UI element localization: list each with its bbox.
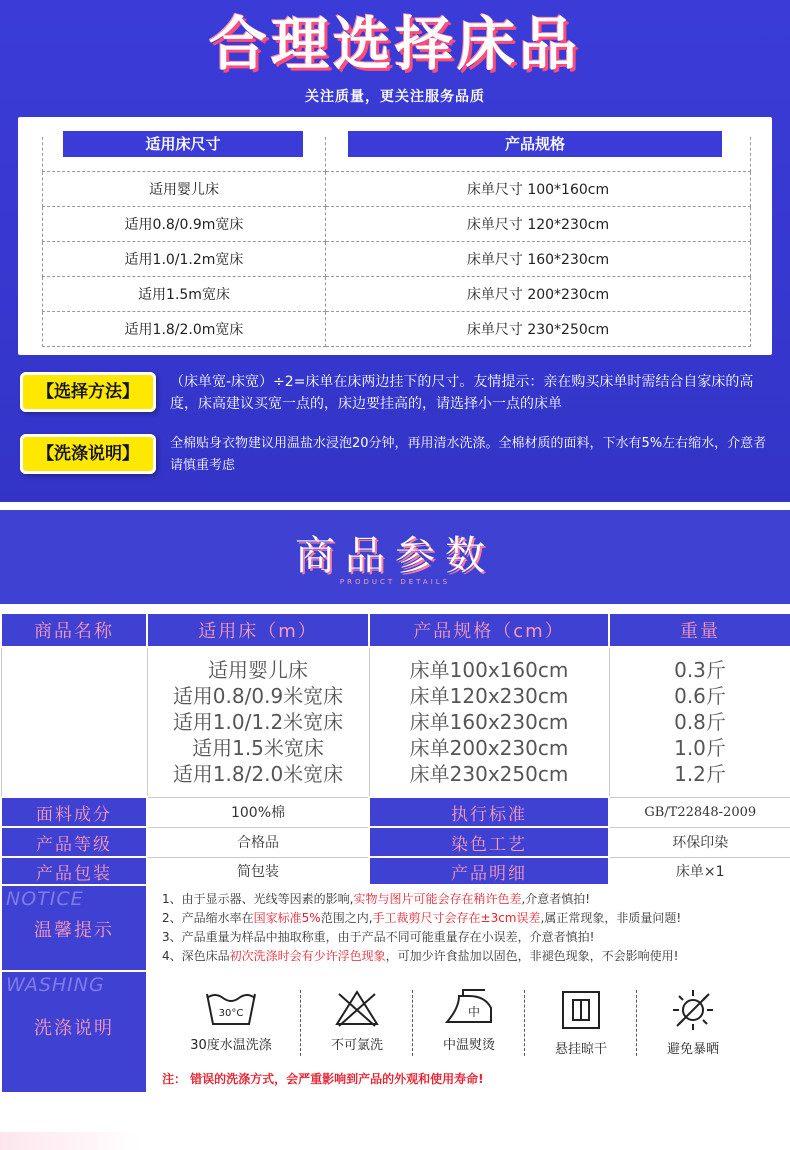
washing-en: WASHING bbox=[6, 974, 105, 996]
size-spec: 床单尺寸 160*230cm bbox=[326, 242, 751, 277]
bed-item: 适用1.8/2.0米宽床 bbox=[172, 762, 344, 787]
size-table bbox=[42, 137, 751, 347]
size-bed: 适用婴儿床 bbox=[43, 172, 326, 207]
size-bed: 适用1.5m宽床 bbox=[43, 277, 326, 312]
product-name-cell bbox=[1, 647, 147, 797]
divider bbox=[412, 990, 413, 1056]
package-label: 产品包装 bbox=[1, 857, 147, 885]
washing-label-cell bbox=[1, 971, 147, 1093]
weight-item: 0.6斤 bbox=[674, 684, 726, 709]
size-row bbox=[43, 277, 751, 312]
size-header-spec: 产品规格 bbox=[348, 131, 722, 157]
header-name: 商品名称 bbox=[1, 613, 147, 647]
method-tag: 【选择方法】 bbox=[20, 372, 156, 412]
notice-text bbox=[147, 885, 790, 971]
divider bbox=[524, 990, 525, 1056]
package-value: 简包装 bbox=[147, 857, 369, 885]
wash-caption: 中温熨烫 bbox=[442, 1038, 495, 1053]
bed-item: 适用婴儿床 bbox=[208, 658, 308, 683]
size-row bbox=[43, 312, 751, 347]
size-spec: 床单尺寸 120*230cm bbox=[326, 207, 751, 242]
dyeing-value: 环保印染 bbox=[609, 827, 790, 857]
weight-item: 0.3斤 bbox=[674, 658, 726, 683]
washing-warning: 注： 错误的洗涤方式，会严重影响到产品的外观和使用寿命! bbox=[162, 1072, 484, 1086]
dyeing-label: 染色工艺 bbox=[369, 827, 609, 857]
bed-list-cell bbox=[147, 647, 369, 797]
bottom-corner-accent bbox=[0, 1132, 140, 1150]
spec-item: 床单120x230cm bbox=[409, 684, 569, 708]
washing-text: 全棉贴身衣物建议用温盐水浸泡20分钟，再用清水洗涤。全棉材质的面料，下水有5%左右缩水，介意者请慎重考虑 bbox=[170, 436, 767, 473]
bed-item: 适用1.0/1.2米宽床 bbox=[172, 710, 344, 735]
hang-dry-icon bbox=[526, 988, 636, 1057]
notice-line: 2、产品缩水率在国家标准5%范围之内,手工裁剪尺寸会存在±3cm误差,属正常现象，非质量问题! bbox=[162, 911, 682, 925]
grade-label: 产品等级 bbox=[1, 827, 147, 857]
washing-icons-cell bbox=[147, 971, 790, 1093]
spec-item: 床单230x250cm bbox=[409, 762, 569, 786]
notice-label-cell bbox=[1, 885, 147, 971]
contents-label: 产品明细 bbox=[369, 857, 609, 885]
wash-caption: 不可氯洗 bbox=[330, 1038, 383, 1053]
notice-en: NOTICE bbox=[6, 888, 84, 910]
iron-medium-icon bbox=[414, 988, 524, 1053]
bed-size-guide-panel bbox=[0, 0, 790, 502]
size-spec: 床单尺寸 230*250cm bbox=[326, 312, 751, 347]
guide-subtitle: 关注质量，更关注服务品质 bbox=[305, 89, 485, 105]
fabric-value: 100%棉 bbox=[147, 797, 369, 827]
wash-caption: 30度水温洗涤 bbox=[190, 1038, 272, 1053]
spec-item: 床单160x230cm bbox=[409, 710, 569, 734]
size-spec: 床单尺寸 100*160cm bbox=[326, 172, 751, 207]
size-bed: 适用1.0/1.2m宽床 bbox=[43, 242, 326, 277]
grade-value: 合格品 bbox=[147, 827, 369, 857]
notice-line: 1、由于显示器、光线等因素的影响,实物与图片可能会存在稍许色差,介意者慎拍! bbox=[162, 892, 591, 906]
notice-line: 3、产品重量为样品中抽取称重，由于产品不同可能重量存在小误差，介意者慎拍! bbox=[162, 930, 595, 944]
iron-mark: 中 bbox=[467, 1005, 481, 1019]
washing-tag: 【洗涤说明】 bbox=[20, 434, 156, 474]
guide-title: 合理选择床品 bbox=[208, 10, 581, 78]
size-bed: 适用1.8/2.0m宽床 bbox=[43, 312, 326, 347]
size-table-card bbox=[18, 117, 772, 355]
size-spec: 床单尺寸 200*230cm bbox=[326, 277, 751, 312]
notice-line: 4、深色床品初次洗涤时会有少许浮色现象，可加少许食盐加以固色，非褪色现象，不会影响使用! bbox=[162, 949, 679, 963]
size-row bbox=[43, 242, 751, 277]
size-row bbox=[43, 172, 751, 207]
size-row bbox=[43, 207, 751, 242]
size-bed: 适用0.8/0.9m宽床 bbox=[43, 207, 326, 242]
fabric-label: 面料成分 bbox=[1, 797, 147, 827]
header-weight: 重量 bbox=[609, 613, 790, 647]
size-header-bed: 适用床尺寸 bbox=[63, 131, 303, 157]
divider bbox=[636, 990, 637, 1056]
weight-item: 0.8斤 bbox=[674, 710, 726, 735]
wash-caption: 避免暴晒 bbox=[666, 1042, 719, 1057]
divider bbox=[300, 990, 301, 1056]
bed-item: 适用0.8/0.9米宽床 bbox=[172, 684, 344, 709]
contents-value: 床单×1 bbox=[609, 857, 790, 885]
product-details-header bbox=[0, 510, 790, 604]
spec-item: 床单200x230cm bbox=[409, 736, 569, 760]
no-bleach-icon bbox=[302, 988, 412, 1053]
notice-cn: 温馨提示 bbox=[34, 920, 114, 941]
wash-30-icon bbox=[176, 988, 286, 1053]
standard-label: 执行标准 bbox=[369, 797, 609, 827]
spec-list-cell bbox=[369, 647, 609, 797]
weight-item: 1.2斤 bbox=[674, 762, 726, 787]
header-spec: 产品规格（cm） bbox=[369, 613, 609, 647]
product-params-table bbox=[0, 612, 790, 1094]
spec-item: 床单100x160cm bbox=[409, 658, 569, 682]
header-bed: 适用床（m） bbox=[147, 613, 369, 647]
size-header-cell-bed bbox=[43, 137, 326, 172]
weight-item: 1.0斤 bbox=[674, 736, 726, 761]
size-header-cell-spec bbox=[326, 137, 751, 172]
details-subtitle: PRODUCT DETAILS bbox=[339, 578, 451, 586]
wash-temp-mark: 30°C bbox=[218, 1008, 244, 1019]
details-title: 商品参数 bbox=[295, 533, 495, 579]
weight-list-cell bbox=[609, 647, 790, 797]
method-text: （床单宽-床宽）÷2=床单在床两边挂下的尺寸。友情提示：亲在购买床单时需结合自家床的高度，床高建议买宽一点的，床边要挂高的，请选择小一点的床单 bbox=[170, 374, 754, 412]
wash-caption: 悬挂晾干 bbox=[554, 1042, 607, 1057]
washing-cn: 洗涤说明 bbox=[34, 1018, 114, 1039]
no-sun-icon bbox=[638, 988, 748, 1057]
standard-value: GB/T22848-2009 bbox=[609, 797, 790, 827]
bed-item: 适用1.5米宽床 bbox=[192, 736, 324, 761]
